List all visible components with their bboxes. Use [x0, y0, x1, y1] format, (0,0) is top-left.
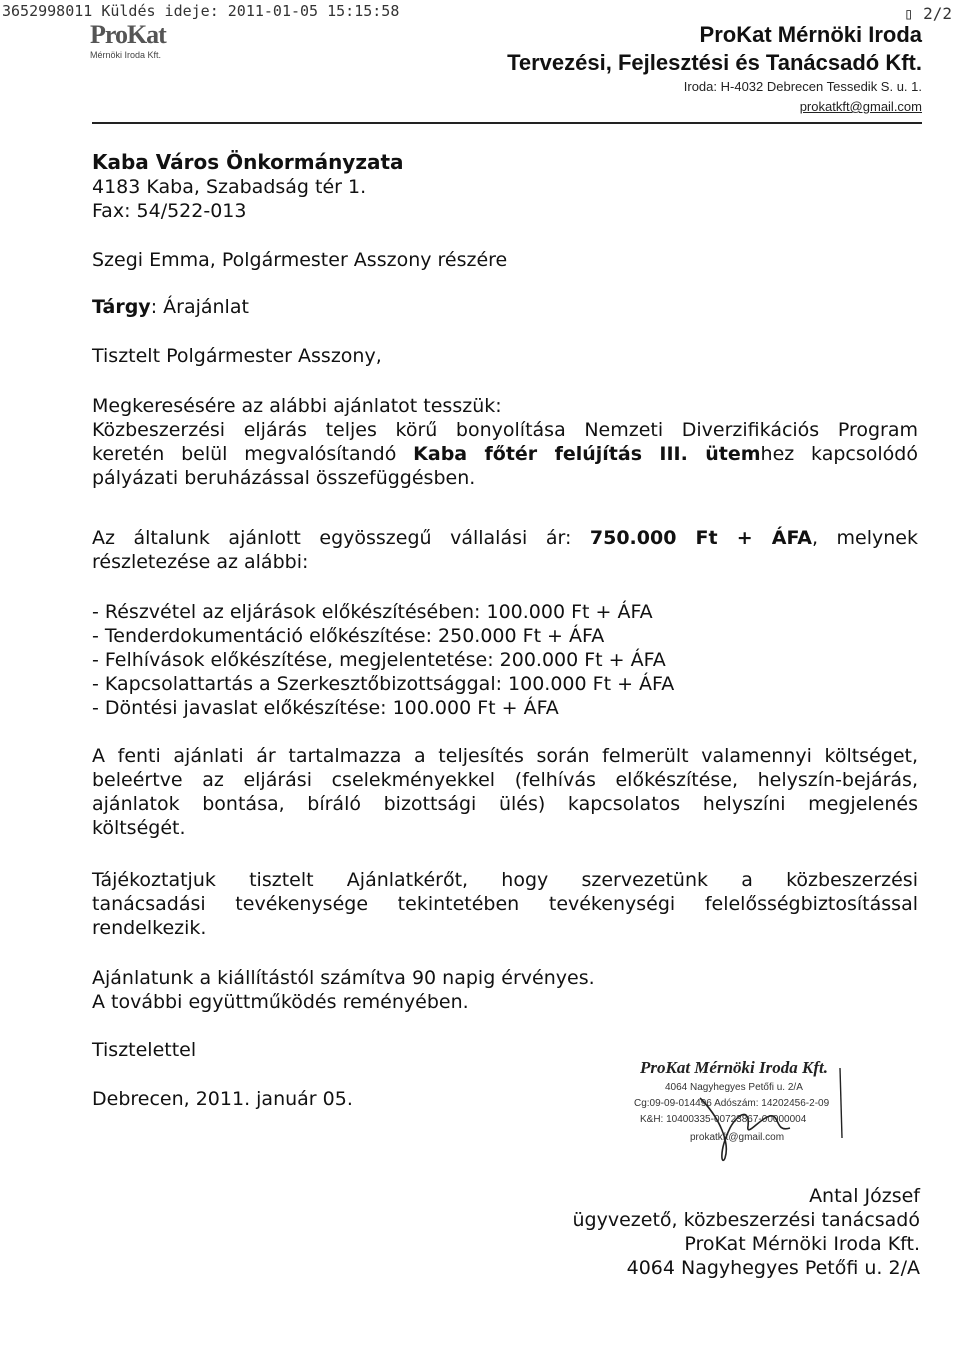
price-line: részletezése az alábbi:: [92, 551, 309, 573]
price-item: - Részvétel az eljárások előkészítésében: 100.000 Ft + ÁFA: [92, 601, 653, 623]
price-item: - Kapcsolattartás a Szerkesztőbizottsággal: 100.000 Ft + ÁFA: [92, 673, 675, 695]
price-text: Az általunk ajánlott egyösszegű vállalási ár:: [92, 527, 590, 549]
intro-line: pályázati beruházással összefüggésben.: [92, 467, 476, 489]
signer-name: Antal József: [809, 1185, 920, 1207]
signer-title: ügyvezető, közbeszerzési tanácsadó: [572, 1209, 920, 1231]
validity-line: Ajánlatunk a kiállítástól számítva 90 napig érvényes.: [92, 967, 595, 989]
intro-text: keretén belül megvalósítandó: [92, 443, 414, 465]
costs-line: ajánlatok bontása, bíráló bizottsági ülés) kapcsolatos helyszíni megjelenés: [92, 793, 918, 815]
costs-line: A fenti ajánlati ár tartalmazza a teljesítés során felmerült valamennyi költséget,: [92, 745, 918, 767]
letterhead-company: ProKat Mérnöki Iroda: [699, 22, 922, 47]
insurance-paragraph: [92, 868, 918, 940]
subject-value: : Árajánlat: [150, 296, 249, 318]
attention-line: Szegi Emma, Polgármester Asszony részére: [92, 249, 508, 271]
signer-company: ProKat Mérnöki Iroda Kft.: [684, 1233, 920, 1255]
total-price: 750.000 Ft + ÁFA: [589, 527, 812, 549]
subject-label: Tárgy: [92, 296, 151, 318]
intro-line: [92, 442, 918, 466]
letterhead-subtitle: Tervezési, Fejlesztési és Tanácsadó Kft.: [507, 50, 922, 75]
stamp-address: 4064 Nagyhegyes Petőfi u. 2/A: [665, 1082, 803, 1093]
costs-line: beleértve az eljárási cselekményekkel (felhívás előkészítése, helyszín-bejárás,: [92, 769, 918, 791]
letterhead-email[interactable]: prokatkft@gmail.com: [799, 99, 922, 114]
price-paragraph: [92, 526, 918, 574]
recipient-fax: Fax: 54/522-013: [92, 200, 247, 222]
fax-page-icon: ▯: [903, 4, 914, 23]
stamp-bank: K&H: 10400335-00723867-00000004: [640, 1114, 807, 1125]
salutation: Tisztelt Polgármester Asszony,: [92, 345, 382, 367]
logo-text: ProKat: [90, 20, 166, 49]
stamp-company: ProKat Mérnöki Iroda Kft.: [640, 1058, 828, 1077]
insurance-line: Tájékoztatjuk tisztelt Ajánlatkérőt, hogy szervezetünk a közbeszerzési: [92, 869, 918, 891]
recipient-name: Kaba Város Önkormányzata: [92, 150, 404, 174]
stamp-registration: Cg:09-09-014496 Adószám: 14202456-2-09: [634, 1098, 830, 1109]
closing-wish-line: A további együttműködés reményében.: [92, 991, 469, 1013]
intro-paragraph: [92, 394, 918, 490]
signer-address: 4064 Nagyhegyes Petőfi u. 2/A: [626, 1257, 920, 1279]
logo-subtext: Mérnöki Iroda Kft.: [90, 50, 162, 60]
recipient-address: 4183 Kaba, Szabadság tér 1.: [92, 176, 367, 198]
handwritten-signature: [630, 1058, 880, 1168]
intro-text: hez kapcsolódó: [760, 443, 918, 465]
fax-page-number: [904, 4, 952, 23]
costs-paragraph: [92, 744, 918, 840]
insurance-line: rendelkezik.: [92, 917, 207, 939]
stamp-email: prokatkft@gmail.com: [690, 1132, 785, 1143]
price-item: - Felhívások előkészítése, megjelentetése: 200.000 Ft + ÁFA: [92, 649, 666, 671]
project-name: Kaba főtér felújítás III. ütem: [413, 443, 761, 465]
fax-transmission-line: 3652998011 Küldés ideje: 2011-01-05 15:15:58: [2, 2, 400, 20]
closing: Tisztelettel: [92, 1039, 197, 1061]
header-divider: [92, 122, 922, 124]
company-stamp: [630, 1058, 880, 1168]
intro-line: Megkeresésére az alábbi ajánlatot tesszük:: [92, 395, 502, 417]
place-date: Debrecen, 2011. január 05.: [92, 1088, 353, 1110]
fax-page-number-text: 2/2: [923, 4, 952, 23]
company-logo: [90, 20, 190, 70]
letterhead-address: Iroda: H-4032 Debrecen Tessedik S. u. 1.: [683, 79, 922, 94]
price-item: - Döntési javaslat előkészítése: 100.000 Ft + ÁFA: [92, 697, 559, 719]
price-item: - Tenderdokumentáció előkészítése: 250.000 Ft + ÁFA: [92, 625, 605, 647]
costs-line: költségét.: [92, 817, 186, 839]
price-text: , melynek: [811, 527, 919, 549]
subject-line: [92, 295, 249, 319]
price-line: [92, 526, 918, 550]
intro-line: Közbeszerzési eljárás teljes körű bonyolítása Nemzeti Diverzifikációs Program: [92, 419, 918, 441]
insurance-line: tanácsadási tevékenysége tekintetében tevékenységi felelősségbiztosítással: [92, 893, 918, 915]
